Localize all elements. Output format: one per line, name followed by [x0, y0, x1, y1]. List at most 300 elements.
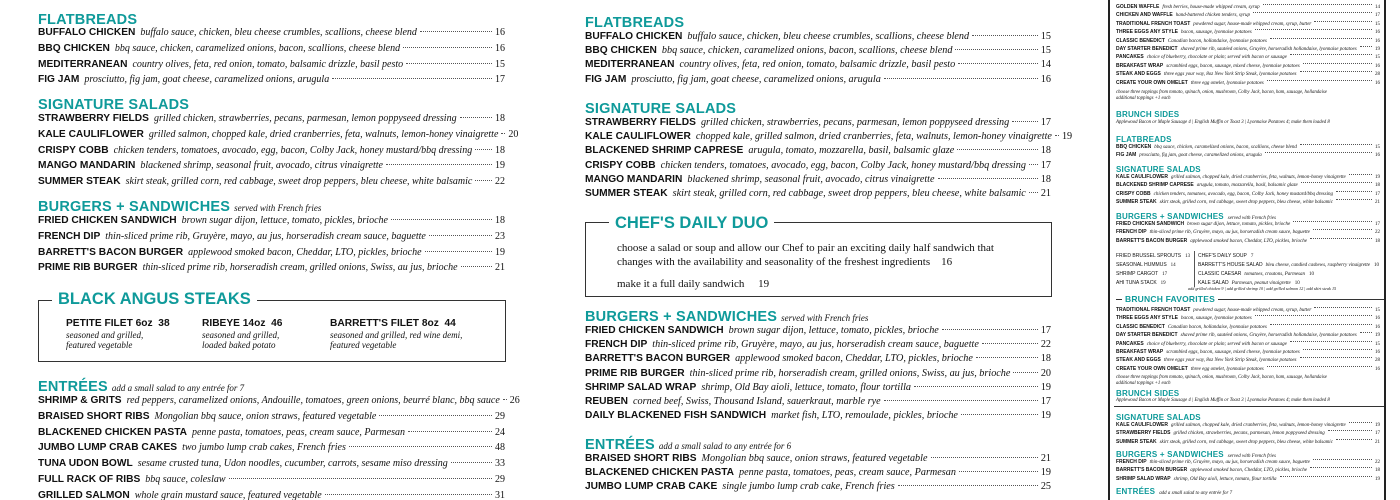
brunch-sides-text: Applewood Bacon or Maple Sausage 4 | English Muffin or Toast 3 | Lyonnaise Potatoes 4; make them loaded 8 [1116, 398, 1330, 403]
menu-item-description: bbq sauce, chicken, caramelized onions, bacon, scallions, cheese blend [1154, 145, 1297, 150]
menu-item-price: 15 [1375, 341, 1380, 347]
menu-item-price: 15 [1375, 308, 1380, 313]
menu-item-price: 19 [495, 246, 505, 258]
burgers-list [1108, 459, 1382, 484]
menu-item-description: two jumbo lump crab cakes, French fries [182, 442, 346, 454]
dot-leader [1055, 135, 1059, 136]
dot-leader [1313, 459, 1372, 460]
menu-item-description: grilled salmon, chopped kale, dried cranberries, feta, walnuts, lemon-honey vinaigrette [148, 128, 499, 140]
dot-leader [229, 478, 492, 479]
menu-item-description: blackened shrimp, seasonal fruit, avocado, citrus vinaigrette [687, 173, 935, 185]
menu-item [1108, 144, 1382, 152]
menu-item-price: 22 [1375, 230, 1380, 236]
steak-name: RIBEYE 14oz [202, 318, 266, 329]
menu-item [575, 117, 1075, 131]
menu-item-description: single jumbo lump crab cake, French fries [722, 481, 895, 493]
dot-leader [1360, 332, 1372, 333]
steak-name: PETITE FILET 6oz [66, 318, 153, 329]
menu-item-price: 24 [495, 426, 505, 438]
dot-leader [1280, 476, 1372, 477]
menu-item [1198, 270, 1384, 279]
menu-item [0, 442, 530, 458]
menu-item-name: BARRETT'S BACON BURGER [1116, 237, 1188, 244]
menu-item-description: chicken tenders, tomatoes, avocado, egg, bacon, Colby Jack, honey mustard/bbq dressing [660, 159, 1026, 171]
omelet-note: additional toppings +1 each [1116, 96, 1171, 101]
soups-salads-list [1198, 252, 1384, 288]
dot-leader [959, 471, 1038, 472]
dot-leader [938, 178, 1038, 179]
menu-item [575, 467, 1075, 481]
divider [1194, 251, 1195, 287]
dot-leader [1255, 315, 1372, 316]
menu-item [0, 490, 530, 500]
menu-item [1108, 366, 1382, 374]
section-title-flatbreads: FLATBREADS [38, 12, 138, 28]
menu-item [0, 458, 530, 474]
menu-item-price: 16 [1375, 80, 1380, 86]
menu-item-name: FIG JAM [38, 74, 80, 86]
dot-leader [1314, 21, 1372, 22]
brunch-list [1108, 4, 1382, 88]
menu-item [1116, 261, 1192, 270]
menu-item [0, 262, 530, 278]
entrees-list [575, 453, 1075, 496]
menu-item-description: thin-sliced prime rib, horseradish cream, grilled onions, Swiss, au jus, brioche [689, 367, 1011, 379]
menu-item [1108, 29, 1382, 37]
dot-leader [1290, 341, 1372, 342]
menu-item [1108, 38, 1382, 46]
menu-item-description: scrambled eggs, bacon, sausage, mixed cheese, lyonnaise potatoes [1166, 349, 1300, 355]
divider [1114, 406, 1384, 407]
menu-item [1108, 467, 1382, 475]
menu-item-description: applewood smoked bacon, Cheddar, LTO, pickles, brioche [188, 246, 422, 258]
menu-item-name: BLACKENED SHRIMP CAPRESE [1116, 182, 1194, 189]
menu-item [1108, 332, 1382, 340]
entrees-title: ENTRÉES [38, 379, 108, 395]
omelet-note: choose three toppings from tomato, spinach, onion, mushroom, Colby Jack, bacon, ham, sausage, hollandaise [1116, 90, 1327, 95]
menu-item-price: 33 [495, 458, 505, 470]
dot-leader [406, 63, 492, 64]
menu-item-name: KALE CAULIFLOWER [38, 128, 144, 140]
flatbreads-list [575, 31, 1075, 88]
menu-item [575, 59, 1075, 73]
menu-item-price: 16 [1375, 316, 1380, 322]
menu-item-description: chicken tenders, tomatoes, avocado, egg, bacon, Colby Jack, honey mustard/bbq dressing [113, 144, 473, 156]
menu-item-name: DAY STARTER BENEDICT [1116, 45, 1178, 52]
menu-item-description: penne pasta, tomatoes, peas, cream sauce, Parmesan [739, 467, 956, 479]
menu-item-name: SUMMER STEAK [1116, 199, 1157, 206]
dot-leader [1310, 238, 1372, 239]
menu-item-price: 19 [1375, 46, 1380, 52]
menu-item [575, 368, 1075, 382]
menu-item [1108, 199, 1382, 207]
menu-item-description: three eggs your way, 8oz New York Strip Steak, lyonnaise potatoes [1163, 72, 1297, 78]
steak-desc: featured vegetable [330, 340, 397, 350]
menu-item-price: 19 [1040, 381, 1051, 393]
steak-name: BARRETT'S FILET 8oz [330, 318, 439, 329]
menu-item [1108, 46, 1382, 54]
menu-item-name: MEDITERRANEAN [585, 59, 675, 71]
menu-item-price: 17 [1040, 325, 1051, 336]
duo-line: make it a full daily sandwich [617, 278, 745, 290]
menu-item-price: 22 [1040, 339, 1051, 351]
dot-leader [1255, 29, 1372, 30]
menu-item-price: 18 [1040, 145, 1051, 157]
section-title-salads: SIGNATURE SALADS [38, 97, 190, 113]
menu-item [575, 353, 1075, 367]
menu-item [1108, 430, 1382, 438]
menu-item-description: hand-battered chicken tenders, syrup [1175, 13, 1251, 19]
menu-item-description: buffalo sauce, chicken, bleu cheese crumbles, scallions, cheese blend [687, 31, 970, 42]
dot-leader [1012, 121, 1038, 122]
dot-leader [982, 343, 1038, 344]
menu-item-description: powdered sugar, house-made whipped cream, syrup, butter [1193, 21, 1312, 27]
menu-item [575, 31, 1075, 45]
section-title-brunch-favorites: BRUNCH FAVORITES [1122, 294, 1218, 304]
dot-leader [501, 133, 505, 134]
menu-item-price: 20 [1040, 367, 1051, 379]
menu-item-description: market fish, LTO, remoulade, pickles, brioche [771, 410, 958, 422]
entrees-note: add a small salad to any entrée for 7 [111, 383, 245, 393]
menu-item-description: thin-sliced prime rib, Gruyère, mayo, au jus, horseradish cream sauce, baguette [652, 339, 979, 351]
menu-item [1108, 459, 1382, 467]
menu-item-price: 20 [508, 128, 519, 140]
menu-item-price: 19 [1061, 131, 1073, 143]
menu-item-description: blackened shrimp, seasonal fruit, avocado, citrus vinaigrette [140, 160, 383, 172]
menu-item-description: three egg omelet, lyonnaise potatoes [1190, 366, 1264, 372]
menu-item-description: skirt steak, grilled corn, red cabbage, sweet drop peppers, bleu cheese, white balsamic [1159, 439, 1333, 445]
menu-item [575, 145, 1075, 159]
menu-item [575, 382, 1075, 396]
menu-item-price: 15 [1375, 55, 1380, 61]
menu-item-description: Mongolian bbq sauce, onion straws, featured vegetable [701, 453, 928, 464]
menu-item-name: PANCAKES [1116, 54, 1144, 61]
menu-item [575, 160, 1075, 174]
dot-leader [898, 485, 1038, 486]
section-title-salads: SIGNATURE SALADS [585, 101, 737, 117]
menu-item-description: chicken tenders, tomatoes, avocado, egg, bacon, Colby Jack, honey mustard/bbq dressing [1153, 191, 1333, 197]
menu-item-name: TRADITIONAL FRENCH TOAST [1116, 20, 1191, 27]
dot-leader [1263, 4, 1372, 5]
menu-item [575, 481, 1075, 495]
menu-item-name: PRIME RIB BURGER [585, 367, 685, 379]
menu-item-price: 28 [1375, 358, 1380, 364]
burgers-list [0, 215, 530, 278]
menu-item-description: applewood smoked bacon, Cheddar, LTO, pickles, brioche [735, 353, 973, 365]
menu-item-description: brown sugar dijon, lettuce, tomato, pickles, brioche [1187, 222, 1291, 227]
menu-item [1108, 422, 1382, 430]
menu-item-price: 16 [1040, 73, 1051, 85]
menu-item [1108, 439, 1382, 447]
menu-item-price: 17 [1375, 191, 1380, 197]
menu-item-price: 15 [495, 58, 505, 70]
dot-leader [1029, 192, 1038, 193]
menu-item-name: FRENCH DIP [38, 230, 101, 242]
menu-item-name: CRISPY COBB [1116, 190, 1151, 197]
menu-item-name: FRENCH DIP [1116, 229, 1147, 236]
steak-desc: featured vegetable [66, 340, 133, 350]
menu-item-description: sesame crusted tuna, Udon noodles, cucumber, carrots, sesame miso dressing [137, 458, 448, 470]
menu-item-price: 7 [1250, 254, 1254, 259]
menu-item-description: grilled salmon, chopped kale, dried cranberries, feta, walnuts, lemon-honey vinaigrette [1170, 175, 1346, 180]
entrees-title: ENTRÉES [585, 437, 655, 453]
menu-item-price: 19 [1375, 175, 1380, 180]
menu-item-description: grilled salmon, chopped kale, dried cranberries, feta, walnuts, lemon-honey vinaigrette [1170, 423, 1346, 428]
menu-item-price: 13 [1185, 254, 1191, 259]
dot-leader [1360, 46, 1372, 47]
menu-item-name: FULL RACK OF RIBS [38, 473, 141, 485]
burgers-note: served with French fries [781, 313, 869, 323]
menu-item-price: 15 [1375, 21, 1380, 27]
dot-leader [325, 494, 492, 495]
menu-item-price: 21 [1375, 200, 1380, 206]
menu-page-lunch [575, 0, 1075, 500]
menu-item-name: CLASSIC BENEDICT [1116, 323, 1165, 330]
menu-item [1108, 12, 1382, 20]
menu-item-description: buffalo sauce, chicken, bleu cheese crumbles, scallions, cheese blend [140, 27, 417, 38]
menu-item-price: 16 [1375, 349, 1380, 355]
menu-item-name: BBQ CHICKEN [1116, 144, 1152, 150]
menu-item-name: SHRIMP CARGOT [1116, 271, 1159, 277]
menu-item-description: Canadian bacon, hollandaise, lyonnaise potatoes [1167, 324, 1267, 330]
menu-item-description: bacon, sausage, lyonnaise potatoes [1180, 30, 1252, 36]
steak-item [202, 319, 282, 351]
menu-item-price: 48 [495, 442, 505, 454]
menu-item-name: STRAWBERRY FIELDS [1116, 430, 1171, 437]
menu-item-price: 26 [509, 395, 520, 406]
menu-item [1108, 476, 1382, 484]
dot-leader [349, 446, 492, 447]
dot-leader [958, 63, 1038, 64]
menu-item-name: STEAK AND EGGS [1116, 357, 1161, 364]
section-title-entrees [585, 437, 791, 453]
dot-leader [1270, 324, 1372, 325]
menu-item-name: SHRIMP SALAD WRAP [585, 381, 697, 393]
burgers-title: BURGERS + SANDWICHES [1116, 450, 1224, 459]
menu-page-dinner [0, 0, 530, 500]
menu-page-brunch [1108, 0, 1386, 500]
steak-price: 46 [271, 318, 283, 329]
menu-item-name: BARRETT'S BACON BURGER [1116, 467, 1188, 474]
section-title-burgers [1116, 450, 1276, 459]
dot-leader [1349, 422, 1372, 423]
menu-item-price: 19 [1040, 467, 1051, 479]
menu-item-price: 17 [1162, 272, 1168, 277]
menu-item-price: 16 [495, 27, 505, 38]
menu-item-name: SHRIMP & GRITS [38, 395, 122, 406]
dot-leader [931, 457, 1038, 458]
menu-item-price: 18 [1375, 468, 1380, 474]
dot-leader [884, 78, 1038, 79]
dot-leader [914, 386, 1038, 387]
menu-item-price: 16 [1375, 38, 1380, 44]
menu-item-description: bbq sauce, chicken, caramelized onions, bacon, scallions, cheese blend [661, 45, 953, 57]
menu-item-name: JUMBO LUMP CRAB CAKES [38, 442, 178, 454]
menu-item-description: choice of blueberry, chocolate or plain; served with bacon or sausage [1146, 55, 1287, 61]
menu-item-name: CRISPY COBB [585, 159, 656, 171]
menu-item [575, 396, 1075, 410]
menu-item-name: BARRETT'S BACON BURGER [585, 353, 731, 365]
menu-item-description: shrimp, Old Bay aioli, lettuce, tomato, flour tortilla [1173, 476, 1277, 482]
menu-item [0, 27, 530, 43]
menu-item-name: BREAKFAST WRAP [1116, 62, 1164, 69]
menu-item-name: JUMBO LUMP CRAB CAKE [585, 481, 718, 493]
menu-item [1108, 349, 1382, 357]
steak-item [330, 319, 462, 351]
salads-list [575, 117, 1075, 202]
menu-item [1108, 21, 1382, 29]
section-title-salads: SIGNATURE SALADS [1116, 165, 1201, 174]
menu-item-price: 14 [1170, 263, 1176, 268]
menu-item-description: thin-sliced prime rib, horseradish cream, grilled onions, Swiss, au jus, brioche [142, 262, 458, 274]
menu-item-name: STRAWBERRY FIELDS [38, 113, 149, 124]
dot-leader [1290, 54, 1372, 55]
dot-leader [1265, 152, 1372, 153]
menu-item-name: CRISPY COBB [38, 144, 109, 156]
menu-item-name: STEAK AND EGGS [1116, 71, 1161, 78]
menu-item-description: bacon, sausage, lyonnaise potatoes [1180, 316, 1252, 322]
menu-item-name: FRENCH DIP [1116, 459, 1147, 465]
menu-item [1108, 191, 1382, 199]
dot-leader [1267, 80, 1372, 81]
dot-leader [1267, 366, 1372, 367]
menu-item-description: chopped kale, grilled salmon, dried cranberries, feta, walnuts, lemon-honey vinaigrette [695, 131, 1052, 143]
section-title-brunch-sides: BRUNCH SIDES [1116, 110, 1180, 119]
menu-item-price: 15 [1040, 31, 1051, 42]
menu-item-price: 14 [1375, 5, 1380, 10]
burgers-note: served with French fries [234, 203, 322, 213]
menu-item-description: arugula, tomato, mozzarella, basil, balsamic glaze [1196, 183, 1298, 189]
burgers-note: served with French fries [1227, 454, 1276, 459]
menu-item [0, 145, 530, 161]
menu-item [1116, 252, 1192, 261]
menu-item-price: 21 [1040, 453, 1051, 464]
menu-item-description: Parmesan, peanut vinaigrette [1231, 281, 1291, 286]
menu-item-price: 10 [1373, 263, 1379, 268]
menu-item-name: BUFFALO CHICKEN [38, 27, 136, 38]
menu-item-description: thin-sliced prime rib, Gruyère, mayo, au jus, horseradish cream sauce, baguette [105, 230, 426, 242]
dot-leader [1303, 63, 1372, 64]
menu-item-name: BARRETT'S BACON BURGER [38, 246, 184, 258]
menu-item-price: 25 [1040, 481, 1051, 493]
flatbreads-list [1108, 144, 1382, 161]
entrees-list [0, 395, 530, 500]
burgers-title: BURGERS + SANDWICHES [1116, 212, 1224, 221]
menu-item-name: DAILY BLACKENED FISH SANDWICH [585, 410, 767, 422]
menu-item-price: 19 [495, 160, 505, 172]
dot-leader [1300, 71, 1372, 72]
menu-item [0, 215, 530, 231]
section-title-entrees [38, 379, 244, 395]
menu-item-price: 19 [1160, 281, 1166, 286]
menu-item [1198, 261, 1384, 270]
menu-item-price: 19 [1040, 410, 1051, 422]
menu-item-name: CREATE YOUR OWN OMELET [1116, 365, 1188, 372]
steak-price: 44 [444, 318, 456, 329]
menu-item-name: SHRIMP SALAD WRAP [1116, 475, 1171, 482]
menu-item-price: 16 [1375, 366, 1380, 372]
menu-item-price: 17 [1040, 159, 1051, 171]
menu-item-price: 22 [495, 176, 505, 188]
dot-leader [1013, 372, 1037, 373]
menu-item-description: thin-sliced prime rib, Gruyère, mayo, au jus, horseradish cream sauce, baguette [1149, 460, 1310, 465]
menu-item-description: fresh berries, house-made whipped cream, syrup [1162, 5, 1260, 10]
menu-item-name: BBQ CHICKEN [38, 42, 110, 54]
dot-leader [1313, 229, 1372, 230]
menu-item-price: 21 [495, 262, 505, 274]
menu-item-price: 16 [1375, 63, 1380, 69]
menu-item-name: CLASSIC CAESAR [1198, 271, 1242, 277]
section-title-entrees [1116, 487, 1232, 496]
dot-leader [425, 251, 492, 252]
flatbreads-list [0, 27, 530, 90]
dot-leader [1336, 439, 1372, 440]
menu-item-description: applewood smoked bacon, Cheddar, LTO, pickles, brioche [1190, 238, 1307, 244]
menu-item-name: GRILLED SALMON [38, 489, 130, 500]
brunch-favorites-list [1108, 307, 1382, 374]
duo-price: 16 [941, 256, 953, 268]
steak-desc: seasoned and grilled, [66, 329, 144, 340]
menu-item [1108, 174, 1382, 182]
menu-item [1116, 279, 1192, 288]
dot-leader [1336, 191, 1372, 192]
menu-item-description: Canadian bacon, hollandaise, lyonnaise potatoes [1167, 38, 1267, 44]
menu-item-name: PANCAKES [1116, 340, 1144, 347]
menu-item-description: grilled chicken, strawberries, pecans, parmesan, lemon poppyseed dressing [700, 117, 1010, 128]
menu-item-description: applewood smoked bacon, Cheddar, LTO, pickles, brioche [1190, 468, 1307, 474]
menu-item-description: bbq sauce, chicken, caramelized onions, bacon, scallions, cheese blend [114, 42, 401, 54]
menu-item-description: shaved prime rib, sautéed onions, Gruyère, horseradish hollandaise, lyonnaise potatoes [1180, 333, 1357, 339]
menu-item-price: 22 [1375, 460, 1380, 465]
menu-item-name: BLACKENED SHRIMP CAPRESE [585, 145, 744, 157]
menu-item-price: 29 [495, 473, 505, 485]
menu-item-name: SUMMER STEAK [38, 176, 121, 188]
duo-price: 19 [758, 278, 770, 290]
duo-line: choose a salad or soup and allow our Chef to pair an exciting daily half sandwich that [617, 242, 994, 254]
menu-item [0, 395, 530, 411]
menu-item [1108, 307, 1382, 315]
menu-item-name: CREATE YOUR OWN OMELET [1116, 79, 1188, 86]
menu-item [1108, 80, 1382, 88]
menu-item-description: brown sugar dijon, lettuce, tomato, pickles, brioche [181, 215, 388, 226]
menu-item [1108, 238, 1382, 246]
menu-item-name: SUMMER STEAK [1116, 438, 1157, 445]
menu-item [0, 160, 530, 176]
menu-item-name: SEASONAL HUMMUS [1116, 262, 1167, 268]
menu-item-price: 18 [1040, 173, 1051, 185]
menu-item [1108, 71, 1382, 79]
salads-list [1108, 174, 1382, 208]
menu-item [0, 411, 530, 427]
dot-leader [976, 357, 1038, 358]
menu-item [0, 59, 530, 75]
menu-item-price: 17 [495, 74, 505, 86]
steak-desc: seasoned and grilled, [202, 329, 280, 340]
menu-item [1108, 221, 1382, 229]
menu-item-price: 17 [1375, 13, 1380, 19]
dot-leader [391, 219, 492, 220]
menu-item-name: BUFFALO CHICKEN [585, 31, 683, 42]
section-title-burgers [38, 199, 321, 215]
section-title-burgers [1116, 212, 1276, 221]
menu-item-name: KALE CAULIFLOWER [1116, 422, 1168, 428]
menu-item-name: MANGO MANDARIN [38, 160, 136, 172]
menu-item-name: BRAISED SHORT RIBS [38, 410, 150, 422]
menu-item [575, 339, 1075, 353]
menu-item-price: 18 [1375, 183, 1380, 189]
menu-item-name: BLACKENED CHICKEN PASTA [585, 467, 735, 479]
menu-item [0, 427, 530, 443]
